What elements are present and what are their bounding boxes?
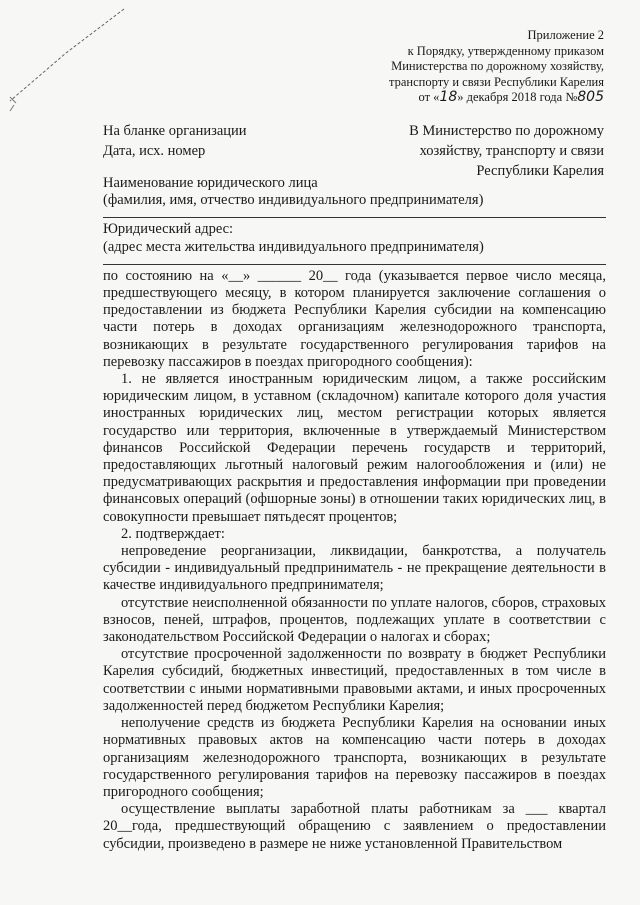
- confirm-no-tax-debt: отсутствие неисполненной обязанности по уплате налогов, сборов, страховых взносов, пеней, штрафов, процентов, подлежащих уплате в соответствии с законодательством Российской Федерации о налогах и сборах;: [103, 594, 606, 646]
- appendix-date-line: [344, 90, 604, 106]
- letterhead-label: На бланке организации: [103, 123, 247, 139]
- entity-name-label: Наименование юридического лица: [103, 175, 318, 191]
- legal-address-label: Юридический адрес:: [103, 221, 234, 238]
- date-middle: » декабря 2018 года №: [457, 90, 578, 104]
- appendix-order-line: к Порядку, утвержденному приказом: [407, 43, 604, 58]
- recipient-block: [374, 121, 604, 181]
- clause-2: 2. подтверждает:: [121, 525, 225, 542]
- appendix-reference: [344, 28, 604, 106]
- clause-1: 1. не является иностранным юридическим лицом, а также российским юридическим лицом, в уставном (складочном) капитале которого доля участия иностранных юридических лиц, местом регистрации которых является государство или территория, включенные в утверждаемый Министерством финансов Российской Федерации перечень государств и территорий, предоставляющих льготный налоговый режим налогообложения и (или) не предусматривающих раскрытия и предоставления информации при проведении финансовых операций (офшорные зоны) в отношении таких юридических лиц, в совокупности превышает пятьдесят процентов;: [103, 371, 606, 525]
- confirm-no-other-funds: неполучение средств из бюджета Республики Карелия на основании иных нормативных правовых актов на компенсацию части потерь в доходах организациям железнодорожного транспорта, возникающих в результате государственного регулирования тарифов на перевозку пассажиров в поездах пригородного сообщения;: [103, 715, 606, 800]
- scan-artifact-line: [6, 5, 126, 115]
- entity-name-rule: [103, 217, 606, 218]
- legal-address-rule: [103, 264, 606, 265]
- recipient-line-3: Республики Карелия: [476, 163, 604, 179]
- legal-address-hint: (адрес места жительства индивидуального предпринимателя): [103, 238, 484, 255]
- confirm-salary-payment: осуществление выплаты заработной платы работникам за ___ квартал 20__года, предшествующий обращению с заявлением о предоставлении субсидии, произведено в размере не ниже установленной Правительством: [103, 801, 606, 852]
- recipient-line-1: В Министерство по дорожному: [409, 123, 604, 139]
- handwritten-number: 805: [577, 89, 604, 105]
- date-prefix: от «: [418, 90, 440, 104]
- sender-block: [103, 121, 247, 161]
- appendix-title: Приложение 2: [527, 28, 604, 42]
- status-paragraph: по состоянию на «__» ______ 20__ года (указывается первое число месяца, предшествующего месяцу, в котором планируется заключение соглашения о предоставлении из бюджета Республики Карелия субсидии на компенсацию части потерь в доходах организациям железнодорожного транспорта, возникающих в результате государственного регулирования тарифов на перевозку пассажиров в поездах пригородного сообщения):: [103, 267, 606, 370]
- recipient-line-2: хозяйству, транспорту и связи: [419, 143, 604, 159]
- confirm-no-reorganization: непроведение реорганизации, ликвидации, банкротства, а получатель субсидии - индивидуальный предприниматель - не прекращение деятельности в качестве индивидуального предпринимателя;: [103, 543, 606, 594]
- handwritten-day: 18: [439, 89, 458, 105]
- document-body: [103, 175, 606, 853]
- confirm-no-budget-debt: отсутствие просроченной задолженности по возврату в бюджет Республики Карелия субсидий, бюджетных инвестиций, предоставленных в том числе в соответствии с иными нормативными правовыми актами, и иных просроченных задолженностей перед бюджетом Республики Карелия;: [103, 646, 606, 714]
- appendix-region-line: транспорту и связи Республики Карелия: [389, 74, 604, 89]
- entity-name-hint: (фамилия, имя, отчество индивидуального предпринимателя): [103, 192, 484, 209]
- appendix-ministry-line: Министерства по дорожному хозяйству,: [391, 59, 604, 73]
- date-number-label: Дата, исх. номер: [103, 143, 206, 159]
